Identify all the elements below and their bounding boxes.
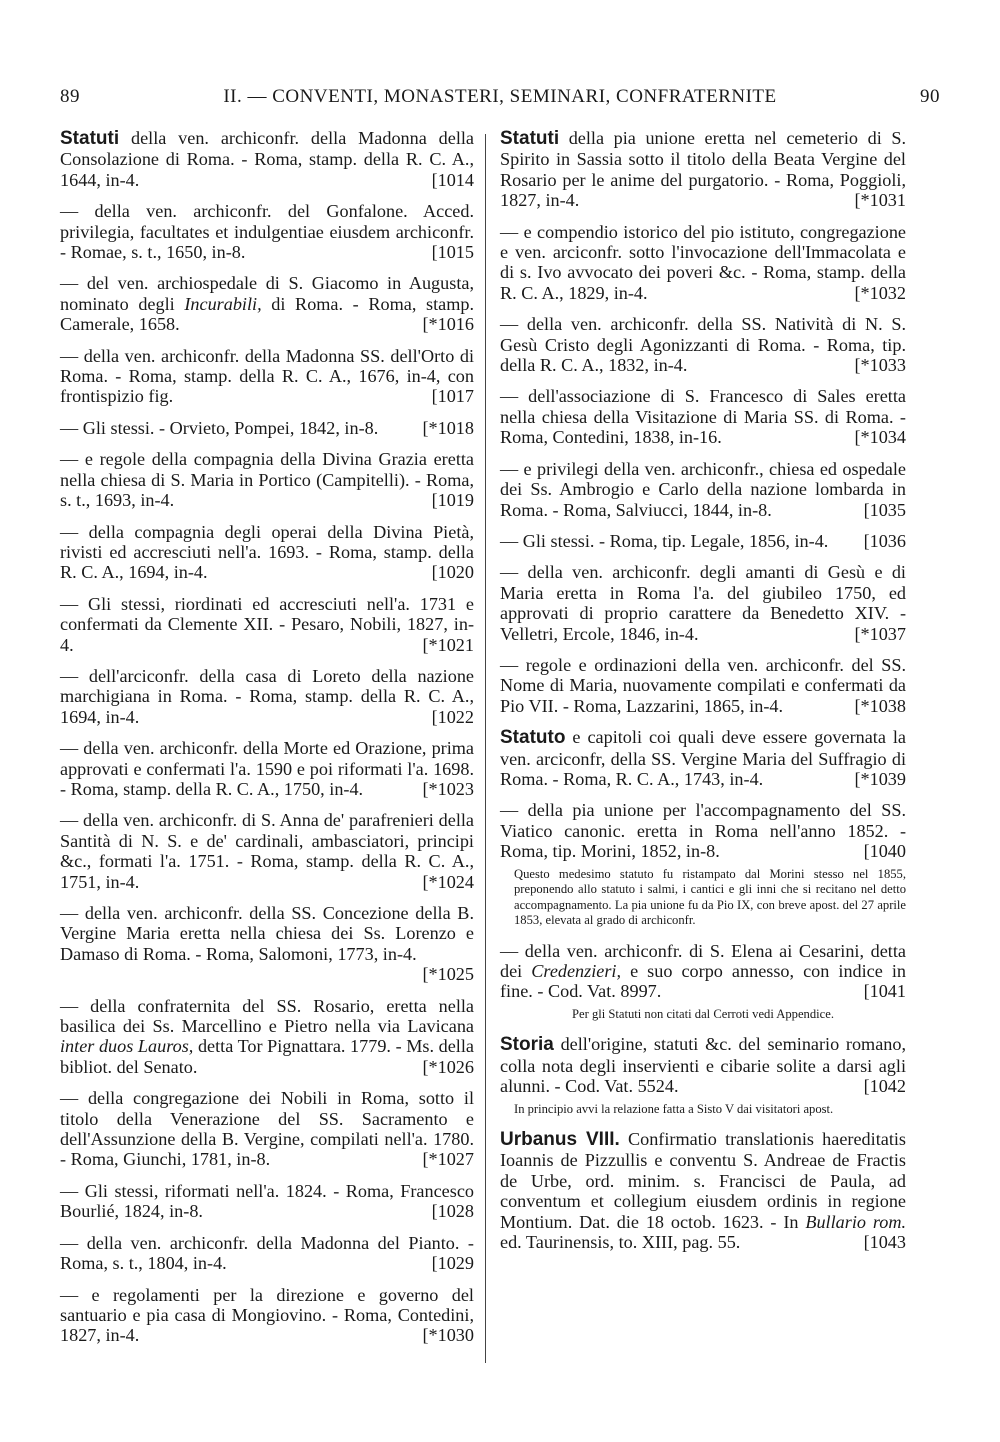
column-divider [485, 134, 486, 1363]
page-title: II. — CONVENTI, MONASTERI, SEMINARI, CONFRATERNITE [223, 86, 777, 107]
entry-text: — della ven. archiconfr. della Madonna del Pianto. - Roma, s. t., 1804, in-4. [60, 1232, 474, 1274]
entry-number: [*1038 [854, 695, 906, 716]
entry-number: [*1033 [854, 355, 906, 376]
bibliography-entry [60, 128, 474, 190]
entry-number: [1042 [863, 1076, 906, 1097]
bibliography-entry [500, 314, 906, 375]
entry-text: — dell'associazione di S. Francesco di Sales eretta nella chiesa della Visitazione di Maria SS. di Roma. - Roma, Contedini, 1838, in-16. [500, 386, 906, 448]
right-column [500, 128, 906, 1263]
entry-number: [1041 [863, 981, 906, 1002]
entry-number: [1029 [431, 1253, 474, 1274]
entry-number: [1043 [863, 1232, 906, 1253]
entry-text: — della ven. archiconfr. della Madonna SS. dell'Orto di Roma. - Roma, stamp. della R. C. A., 1676, in-4, con frontispizio fig. [60, 345, 474, 407]
entry-text: — della congregazione dei Nobili in Roma, sotto il titolo della Venerazione del SS. Sacramento e dell'Assunzione della B. Vergine, compilati nell'a. 1780. - Roma, Giunchi, 1781, in-8. [60, 1088, 474, 1170]
entry-number: [*1039 [854, 768, 906, 789]
bibliography-entry [500, 727, 906, 789]
entry-text: — e privilegi della ven. archiconfr., chiesa ed ospedale dei Ss. Ambrogio e Carlo della nazione lombarda in Roma. - Roma, Salviucci, 1844, in-8. [500, 458, 906, 520]
bibliography-entry [500, 386, 906, 447]
entry-note: Questo medesimo statuto fu ristampato dal Morini stesso nel 1855, preponendo allo statuto i salmi, i cantici e gli inni che si recitano nel detto accompagnamento. La pia unione fu da Pio IX, con breve apost. del 27 aprile 1853, elevata al grado di archiconfr. [514, 866, 906, 928]
entry-text: — e compendio istorico del pio istituto, congregazione e ven. arciconfr. sotto l'invocazione dell'Immacolata e di s. Ivo avvocato dei poveri &c. - Roma, stamp. della R. C. A., 1829, in-4. [500, 221, 906, 303]
entry-text: — della ven. archiconfr. della SS. Natività di N. S. Gesù Cristo degli Agonizzanti di Roma. - Roma, tip. della R. C. A., 1832, in-4. [500, 314, 906, 376]
entry-text: — della ven. archiconfr. degli amanti di Gesù e di Maria eretta in Roma l'a. del giubileo 1750, ed approvati di proprio carattere da Benedetto XIV. - Velletri, Ercole, 1846, in-4. [500, 562, 906, 644]
bibliography-entry [500, 800, 906, 861]
page-number-left: 89 [60, 86, 80, 107]
entry-text: — e regole della compagnia della Divina Grazia eretta nella chiesa di S. Maria in Portico (Campitelli). - Roma, s. t., 1693, in-4. [60, 449, 474, 511]
entry-number: [*1037 [854, 623, 906, 644]
entry-text-continued: di Roma. - Roma, stamp. Camerale, 1658. [60, 293, 474, 335]
entry-text: — della compagnia degli operai della Divina Pietà, rivisti ed accresciuti nell'a. 1693. - Roma, stamp. della R. C. A., 1694, in-4. [60, 521, 474, 583]
entry-headword: Statuto [500, 727, 566, 749]
bibliography-entry [60, 522, 474, 583]
entry-text: — e regolamenti per la direzione e governo del santuario e pia casa di Mongiovino. - Roma, Contedini, 1827, in-4. [60, 1284, 474, 1346]
entry-text: — Gli stessi, riordinati ed accresciuti nell'a. 1731 e confermati da Clemente XII. - Pesaro, Nobili, 1827, in-4. [60, 593, 474, 655]
entry-number: [1036 [863, 530, 906, 551]
entry-number: [1017 [431, 386, 474, 407]
entry-text: — del ven. archiospedale di S. Giacomo in Augusta, nominato degli [60, 273, 474, 314]
bibliography-entry [60, 594, 474, 655]
bibliography-entry [500, 1129, 906, 1252]
entry-number: [*1027 [422, 1149, 474, 1170]
bibliography-entry [60, 418, 474, 438]
bibliography-entry [500, 562, 906, 644]
entry-number: [1015 [431, 242, 474, 263]
entry-text: — della ven. archiconfr. di S. Elena ai Cesarini, detta dei [500, 940, 906, 981]
bibliography-entry [60, 738, 474, 799]
entry-cross-reference: Per gli Statuti non citati dal Cerroti vedi Appendice. [572, 1006, 834, 1021]
bibliography-entry [500, 222, 906, 304]
entry-number: [*1024 [422, 871, 474, 892]
entry-text: — Gli stessi. - Roma, tip. Legale, 1856, in-4. [500, 530, 829, 551]
entry-number: [*1026 [422, 1056, 474, 1077]
bibliography-entry [60, 1181, 474, 1222]
entry-number: [1022 [431, 706, 474, 727]
bibliography-entry [60, 201, 474, 262]
page-number-right: 90 [920, 86, 940, 107]
entry-number: [1020 [431, 562, 474, 583]
entry-italic-text: Incurabili, [184, 293, 262, 314]
entry-number: [*1025 [422, 964, 474, 985]
bibliography-entry [60, 1233, 474, 1274]
entry-text: e capitoli coi quali deve essere governata la ven. arciconfr, della SS. Vergine Maria del Suffragio di Roma. - Roma, R. C. A., 1743, in-4. [500, 727, 907, 789]
entry-text: — della ven. archiconfr. del Gonfalone. Acced. privilegia, facultates et indulgentiae eiusdem archiconfr. - Romae, s. t., 1650, in-8. [60, 201, 474, 263]
entry-number: [1028 [431, 1201, 474, 1222]
entry-italic-text: Bullario rom. [805, 1211, 906, 1232]
bibliography-entry [500, 1034, 906, 1096]
entry-text: — della ven. archiconfr. di S. Anna de' parafrenieri della Santità di N. S. e de' cardinali, ambasciatori, principi &c., formati l'a. 1751. - Roma, stamp. della R. C. A., 1751, in-4. [60, 810, 474, 892]
bibliography-entry [500, 941, 906, 1002]
bibliography-entry [500, 459, 906, 520]
bibliography-entry [60, 810, 474, 892]
bibliography-entry [60, 1088, 474, 1170]
entry-number: [*1032 [854, 282, 906, 303]
entry-headword: Statuti [60, 128, 120, 149]
entry-headword: Statuti [500, 128, 560, 149]
entry-number: [*1030 [422, 1325, 474, 1346]
entry-number: [1019 [431, 490, 474, 511]
left-column [60, 128, 474, 1357]
entry-number: [1040 [863, 841, 906, 862]
entry-italic-text: Credenzieri, [531, 961, 622, 981]
entry-text: — regole e ordinazioni della ven. archiconfr. del SS. Nome di Maria, nuovamente compilati e confermati da Pio VII. - Roma, Lazzarini, 1865, in-4. [500, 654, 906, 716]
entry-text: — della ven. archiconfr. della Morte ed Orazione, prima approvati e confermati l'a. 1590 e poi riformati l'a. 1698. - Roma, stamp. della R. C. A., 1750, in-4. [60, 738, 474, 799]
bibliography-entry [60, 996, 474, 1078]
bibliography-entry [60, 273, 474, 334]
bibliography-entry [60, 346, 474, 407]
entry-number: [1035 [863, 499, 906, 520]
entry-text: — della pia unione per l'accompagnamento del SS. Viatico canonic. eretta in Roma nell'anno 1852. - Roma, tip. Morini, 1852, in-8. [500, 800, 906, 862]
entry-number: [*1021 [422, 634, 474, 655]
entry-text: — della ven. archiconfr. della SS. Concezione della B. Vergine Maria eretta nella chiesa dei Ss. Lorenzo e Damaso di Roma. - Roma, Salomoni, 1773, in-4. [60, 903, 474, 964]
entry-text: della ven. archiconfr. della Madonna della Consolazione di Roma. - Roma, stamp. della R. C. A., 1644, in-4. [60, 128, 474, 190]
entry-number: [*1031 [854, 190, 906, 211]
entry-text: — Gli stessi, riformati nell'a. 1824. - Roma, Francesco Bourlié, 1824, in-8. [60, 1180, 474, 1222]
entry-text: — Gli stessi. - Orvieto, Pompei, 1842, in-8. [60, 417, 379, 438]
entry-text: — dell'arciconfr. della casa di Loreto della nazione marchigiana in Roma. - Roma, stamp. della R. C. A., 1694, in-4. [60, 665, 474, 727]
entry-italic-text: inter duos Lauros, [60, 1036, 194, 1057]
bibliography-entry [60, 903, 474, 985]
entry-number: [*1016 [422, 314, 474, 335]
entry-text: Confirmatio translationis haereditatis Ioannis de Pizzullis e conventu S. Andreae de Fractis de Urbe, ord. minim. s. Francisci de Paula, ad conventum et collegium eiusdem ordinis in regione Montium. Dat. die 18 octob. 1623. - In [500, 1129, 906, 1232]
bibliography-entry [60, 449, 474, 510]
entry-headword: Urbanus VIII. [500, 1129, 620, 1151]
entry-note: In principio avvi la relazione fatta a Sisto V dai visitatori apost. [514, 1101, 834, 1116]
bibliography-entry [60, 1285, 474, 1346]
entry-text-continued: e suo corpo annesso, con indice in fine. - Cod. Vat. 8997. [500, 961, 907, 1002]
entry-number: [1014 [431, 169, 474, 190]
entry-text: — della confraternita del SS. Rosario, eretta nella basilica dei Ss. Marcellino e Pietro nella via Lavicana [60, 995, 474, 1037]
running-header [60, 86, 940, 112]
entry-number: [*1023 [422, 778, 474, 799]
bibliography-entry [500, 531, 906, 551]
entry-text: dell'origine, statuti &c. del seminario romano, colla nota degli inservienti e cibarie solite a darsi agli alunni. - Cod. Vat. 5524. [500, 1034, 906, 1097]
entry-text-continued: detta Tor Pignattara. 1779. - Ms. della bibliot. del Senato. [60, 1036, 474, 1077]
entry-text-continued: ed. Taurinensis, to. XIII, pag. 55. [500, 1232, 741, 1253]
entry-headword: Storia [500, 1034, 554, 1056]
entry-number: [*1034 [854, 427, 906, 448]
bibliography-entry [500, 128, 906, 211]
bibliography-entry [500, 655, 906, 716]
entry-number: [*1018 [422, 417, 474, 438]
entry-text: della pia unione eretta nel cemeterio di S. Spirito in Sassia sotto il titolo della Beata Vergine del Rosario per le anime del purgatorio. - Roma, Poggioli, 1827, in-4. [500, 128, 906, 211]
bibliography-entry [60, 666, 474, 727]
